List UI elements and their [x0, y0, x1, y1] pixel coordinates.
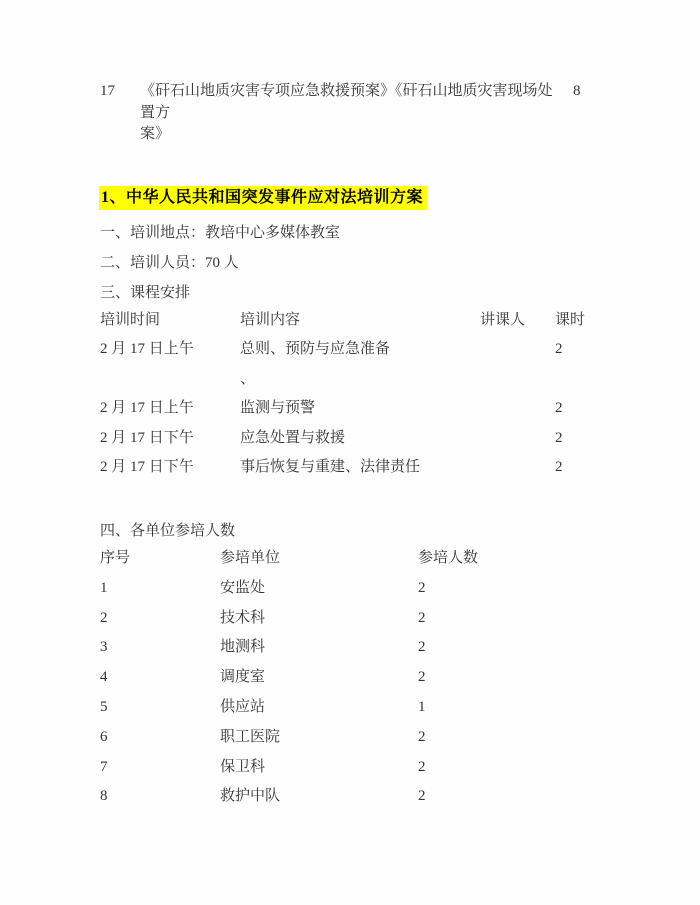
cell-hours: 2	[555, 341, 563, 358]
cell-index: 6	[100, 728, 108, 745]
cell-content: 事后恢复与重建、法律责任	[240, 458, 421, 475]
intro-line-schedule: 三、课程安排	[100, 285, 191, 301]
intro-line-location: 一、培训地点：教培中心多媒体教室	[100, 225, 341, 241]
table-row	[100, 610, 520, 640]
table-row	[100, 788, 520, 818]
cell-time	[100, 371, 240, 400]
table-row	[100, 759, 520, 789]
cell-unit: 技术科	[220, 609, 266, 626]
cell-lecturer	[480, 341, 555, 370]
cell-content: 总则、预防与应急准备	[240, 341, 391, 358]
cell-content: 、	[240, 370, 256, 387]
table-row	[100, 729, 520, 759]
course-header-lecturer: 讲课人	[480, 312, 526, 328]
units-header-row	[100, 550, 520, 580]
course-header-hours: 课时	[555, 312, 586, 328]
cell-time: 2 月 17 日下午	[100, 429, 194, 446]
cell-time: 2 月 17 日下午	[100, 458, 194, 475]
intro-lines	[100, 225, 340, 315]
cell-unit: 供应站	[220, 698, 266, 715]
toc-page-number: 8	[573, 83, 581, 99]
cell-time: 2 月 17 日上午	[100, 341, 194, 358]
units-header-count: 参培人数	[418, 550, 479, 566]
cell-index: 1	[100, 579, 108, 596]
section-heading-highlight: 1、中华人民共和国突发事件应对法培训方案	[99, 186, 427, 210]
cell-time: 2 月 17 日上午	[100, 400, 194, 417]
section-four-title: 四、各单位参培人数	[100, 523, 236, 539]
cell-index: 3	[100, 639, 108, 656]
cell-unit: 职工医院	[220, 728, 281, 745]
cell-hours: 2	[555, 458, 563, 475]
cell-lecturer	[480, 371, 555, 400]
cell-unit: 安监处	[220, 579, 266, 596]
course-header-time: 培训时间	[100, 312, 161, 328]
intro-line-personnel: 二、培训人员：70 人	[100, 255, 239, 271]
cell-count: 2	[418, 639, 426, 656]
cell-count: 2	[418, 609, 426, 626]
section-heading	[99, 187, 427, 209]
course-header-content: 培训内容	[240, 312, 301, 328]
cell-count: 2	[418, 788, 426, 805]
cell-lecturer	[480, 459, 555, 488]
course-table	[100, 312, 605, 488]
cell-hours	[555, 371, 605, 400]
cell-unit: 调度室	[220, 669, 266, 686]
cell-content: 应急处置与救援	[240, 429, 346, 446]
table-row	[100, 699, 520, 729]
table-row	[100, 459, 605, 488]
table-row	[100, 400, 605, 429]
cell-lecturer	[480, 430, 555, 459]
table-row	[100, 669, 520, 699]
cell-lecturer	[480, 400, 555, 429]
toc-item-text	[140, 81, 564, 146]
table-row	[100, 639, 520, 669]
table-row	[100, 341, 605, 370]
cell-index: 4	[100, 669, 108, 686]
cell-count: 2	[418, 758, 426, 775]
cell-count: 2	[418, 728, 426, 745]
units-header-index: 序号	[100, 550, 131, 566]
table-row	[100, 430, 605, 459]
cell-unit: 地测科	[220, 639, 266, 656]
toc-item-text-line2: 案》	[140, 126, 171, 142]
toc-item-text-line1: 《矸石山地质灾害专项应急救援预案》《矸石山地质灾害现场处置方	[140, 83, 553, 121]
cell-unit: 保卫科	[220, 758, 266, 775]
cell-hours: 2	[555, 429, 563, 446]
cell-unit: 救护中队	[220, 788, 281, 805]
cell-index: 7	[100, 758, 108, 775]
units-table	[100, 550, 520, 818]
cell-hours: 2	[555, 400, 563, 417]
cell-index: 8	[100, 788, 108, 805]
toc-item-number: 17	[100, 83, 115, 99]
units-header-unit: 参培单位	[220, 550, 281, 566]
cell-count: 1	[418, 698, 426, 715]
cell-content: 监测与预警	[240, 400, 316, 417]
cell-count: 2	[418, 669, 426, 686]
cell-index: 5	[100, 698, 108, 715]
cell-count: 2	[418, 579, 426, 596]
cell-index: 2	[100, 609, 108, 626]
table-row	[100, 580, 520, 610]
course-header-row	[100, 312, 605, 341]
table-row	[100, 371, 605, 400]
